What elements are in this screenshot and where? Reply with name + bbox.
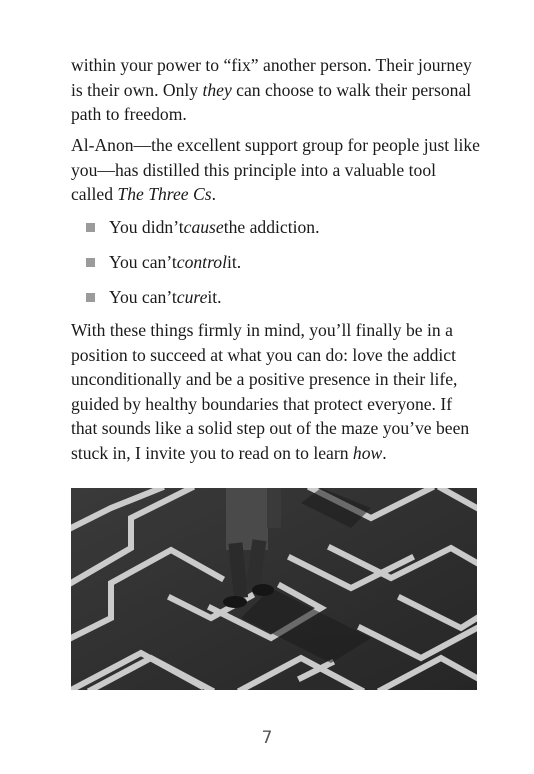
paragraph-closing: With these things firmly in mind, you’ll finally be in a position to succeed at what you can do: love the addict unconditionally and be a positive presence in their life, guided by healthy boundaries that protect everyone. If that sounds like a solid step out of the maze you’ve been stuck in, I invite you to read on to learn how. [71, 320, 470, 463]
square-bullet-icon [86, 223, 95, 232]
maze-photo [71, 488, 477, 690]
page-number: 7 [261, 728, 273, 748]
list-item: You can’t control it. [86, 250, 319, 274]
square-bullet-icon [86, 258, 95, 267]
three-cs-list [86, 215, 319, 320]
list-item: You didn’t cause the addiction. [86, 215, 319, 239]
paragraph-al-anon: Al-Anon—the excellent support group for people just like you—has distilled this principle into a valuable tool called The Three Cs. [71, 135, 480, 204]
list-item: You can’t cure it. [86, 285, 319, 309]
square-bullet-icon [86, 293, 95, 302]
paragraph-intro: within your power to “fix” another person. Their journey is their own. Only they can choose to walk their personal path to freedom. [71, 55, 472, 124]
